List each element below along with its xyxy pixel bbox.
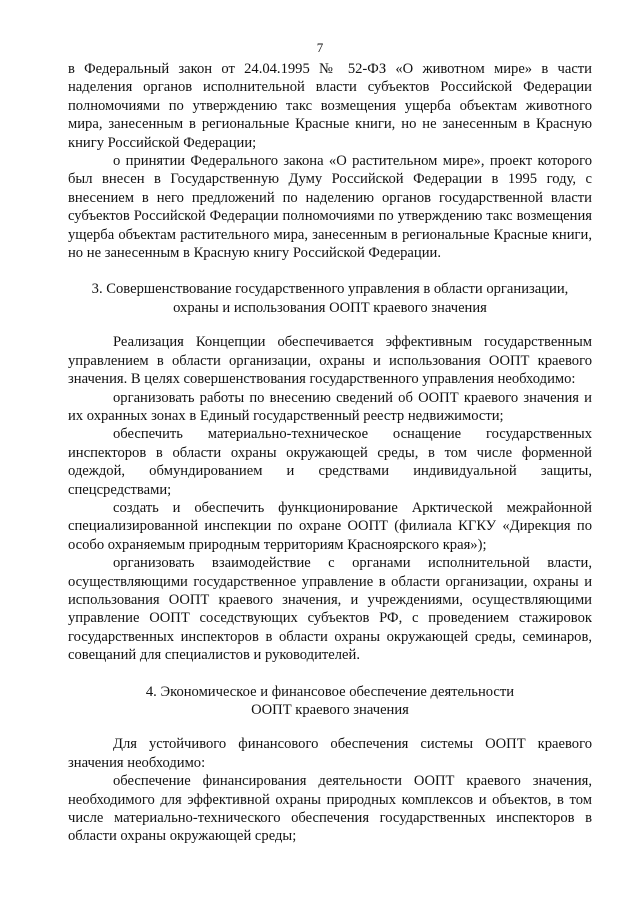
list-item: организовать взаимодействие с органами исполнительной власти, осуществляющими государственное управление в области организации, охраны и использования ООПТ краевого значения, и учреждениями, осуществляющими управление ООПТ соседствующих субъектов РФ, с проведением стажировок государственных инспекторов в области охраны окружающей среды, семинаров, совещаний для специалистов и руководителей. (68, 555, 592, 664)
section-4-heading-line-1: 4. Экономическое и финансовое обеспечение деятельности (145, 683, 515, 700)
list-item: организовать работы по внесению сведений об ООПТ краевого значения и их охранных зонах в Единый государственный реестр недвижимости; (68, 389, 592, 424)
section-3-heading-line-1: 3. Совершенствование государственного управления в области организации, (91, 281, 569, 298)
section-3-heading-line-2: охраны и использования ООПТ краевого значения (173, 299, 487, 316)
document-body (68, 60, 592, 846)
section-4-heading-line-2: ООПТ краевого значения (251, 702, 409, 718)
paragraph: в Федеральный закон от 24.04.1995 № 52-ФЗ «О животном мире» в части наделения органов исполнительной власти субъектов Российской Федерации полномочиями по утверждению такс возмещения ущерба объектам животного мира, занесенным в региональные Красные книги, но не занесенным в Красную книгу Российской Федерации; (68, 61, 592, 151)
list-item: создать и обеспечить функционирование Арктической межрайонной специализированной инспекции по охране ООПТ (филиала КГКУ «Дирекция по особо охраняемым природным территориям Красноярского края»); (68, 499, 592, 553)
section-3-heading (68, 280, 592, 317)
paragraph: Реализация Концепции обеспечивается эффективным государственным управлением в области организации, охраны и использования ООПТ краевого значения. В целях совершенствования государственного управления необходимо: (68, 334, 592, 388)
list-item: обеспечить материально-техническое оснащение государственных инспекторов в области охраны окружающей среды, в том числе форменной одеждой, обмундированием и средствами индивидуальной защиты, спецсредствами; (68, 426, 592, 498)
paragraph: Для устойчивого финансового обеспечения системы ООПТ краевого значения необходимо: (68, 736, 592, 771)
section-4-heading (68, 683, 592, 720)
list-item: обеспечение финансирования деятельности ООПТ краевого значения, необходимого для эффективной охраны природных комплексов и объектов, в том числе материально-технического обеспечения государственных инспекторов в области охраны окружающей среды; (68, 773, 592, 845)
paragraph: о принятии Федерального закона «О растительном мире», проект которого был внесен в Государственную Думу Российской Федерации в 1995 году, с внесением в него предложений по наделению органов государственной власти субъектов Российской Федерации полномочиями по утверждению такс возмещения ущерба объектам растительного мира, занесенным в региональные Красные книги, но не занесенным в Красную книгу Российской Федерации. (68, 153, 592, 262)
page-number: 7 (316, 40, 324, 55)
